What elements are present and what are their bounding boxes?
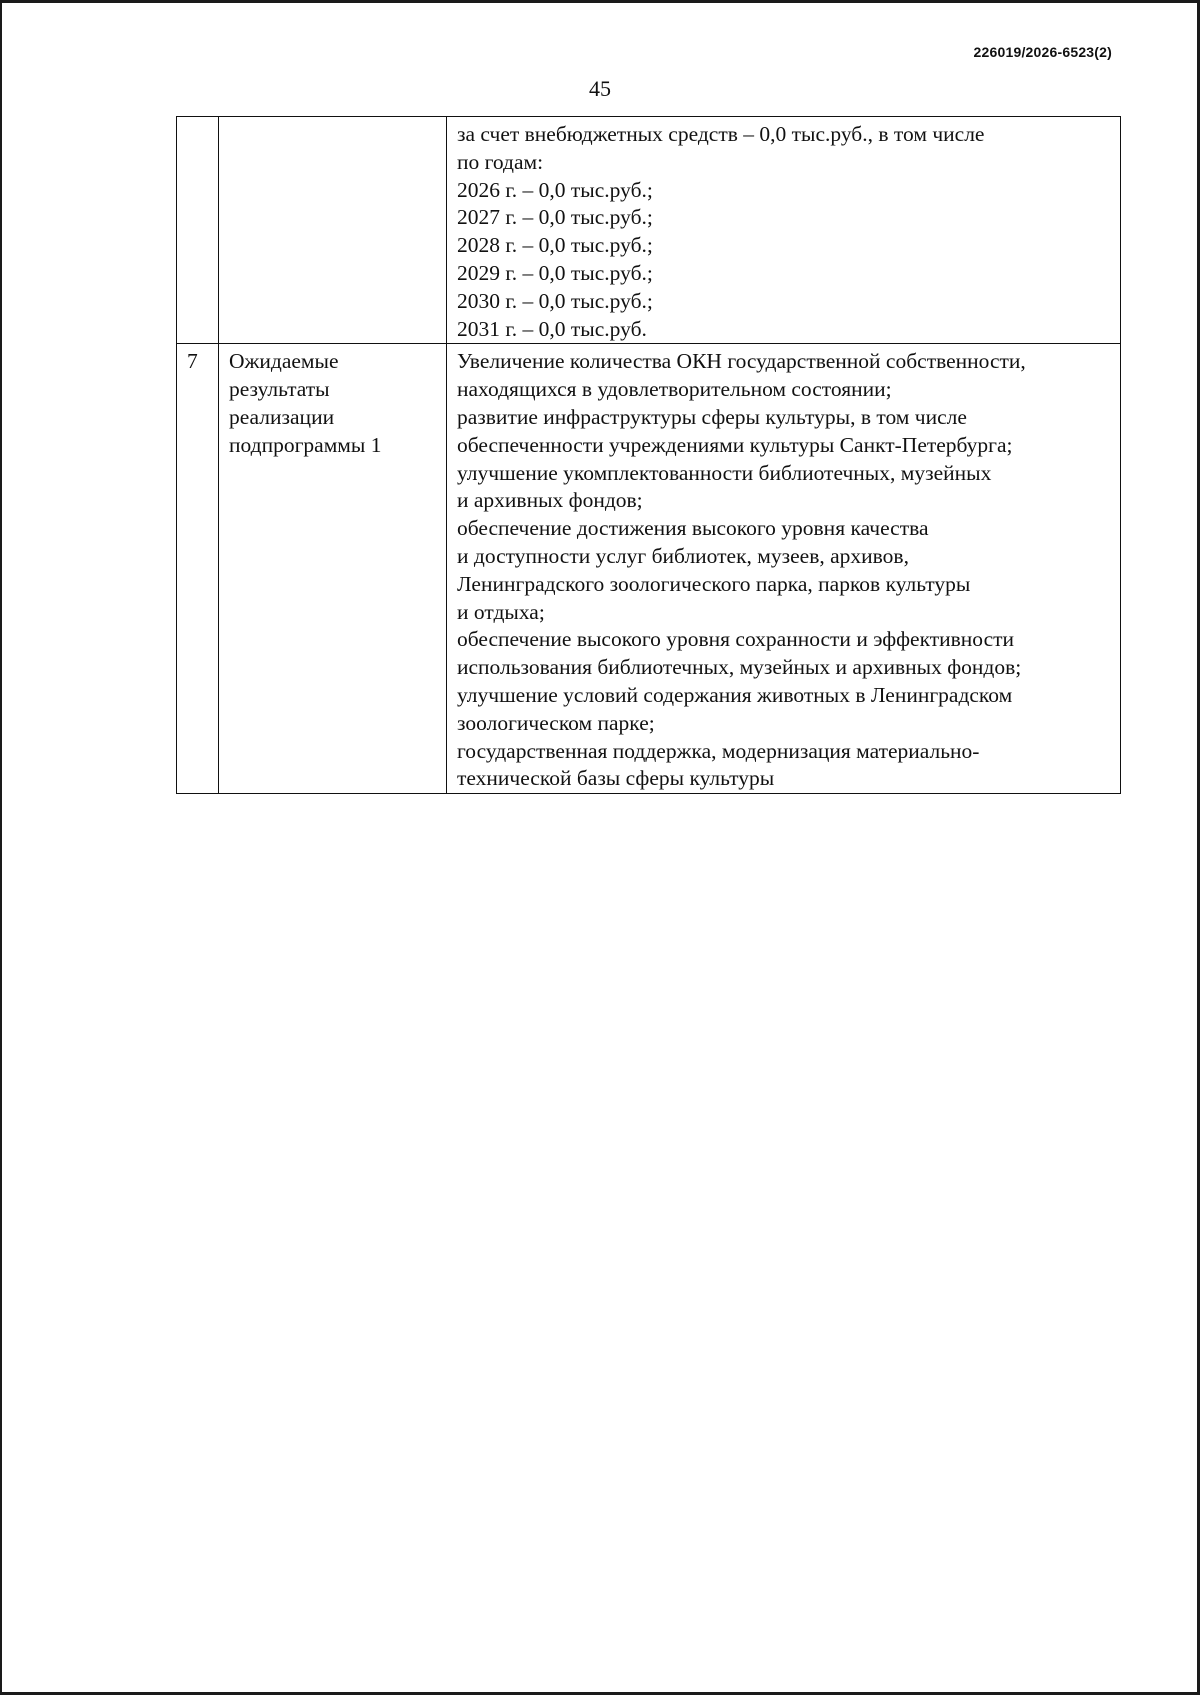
content-line: развитие инфраструктуры сферы культуры, в том числе [457, 404, 967, 429]
content-line: Ленинградского зоологического парка, парков культуры [457, 571, 971, 596]
subprogram-passport-table [176, 116, 1121, 794]
row-content-cell [447, 344, 1121, 794]
content-line: 2027 г. – 0,0 тыс.руб.; [457, 205, 653, 230]
content-line: и доступности услуг библиотек, музеев, архивов, [457, 543, 909, 568]
content-line: 2030 г. – 0,0 тыс.руб.; [457, 288, 653, 313]
row-content-cell [447, 117, 1121, 344]
content-line: государственная поддержка, модернизация материально- [457, 738, 980, 763]
content-line: 2028 г. – 0,0 тыс.руб.; [457, 233, 653, 258]
content-line: за счет внебюджетных средств – 0,0 тыс.руб., в том числе [457, 122, 985, 146]
scan-border-left [0, 0, 2, 1695]
content-line: 2026 г. – 0,0 тыс.руб.; [457, 177, 653, 202]
content-line: технической базы сферы культуры [457, 766, 775, 791]
document-registration-number: 226019/2026-6523(2) [973, 44, 1112, 60]
content-line: Увеличение количества ОКН государственной собственности, [457, 349, 1026, 374]
name-line: подпрограммы 1 [229, 432, 382, 457]
content-line: улучшение условий содержания животных в Ленинградском [457, 682, 1013, 707]
scan-border-top [0, 0, 1200, 3]
row-name-cell [219, 117, 447, 344]
content-line: 2029 г. – 0,0 тыс.руб.; [457, 260, 653, 285]
row-number-cell [177, 117, 219, 344]
content-line: обеспеченности учреждениями культуры Санкт-Петербурга; [457, 432, 1013, 457]
content-line: и архивных фондов; [457, 488, 643, 513]
content-line: и отдыха; [457, 599, 545, 624]
row-number: 7 [187, 349, 198, 374]
content-line: использования библиотечных, музейных и архивных фондов; [457, 655, 1022, 680]
content-line: 2031 г. – 0,0 тыс.руб. [457, 316, 647, 341]
content-line: по годам: [457, 149, 544, 174]
name-line: результаты [229, 377, 330, 402]
content-line: обеспечение высокого уровня сохранности и эффективности [457, 627, 1015, 652]
table-row-expected-results [177, 344, 1121, 794]
name-line: реализации [229, 404, 335, 429]
row-name-cell [219, 344, 447, 794]
content-line: зоологическом парке; [457, 710, 655, 735]
name-line: Ожидаемые [229, 349, 339, 374]
page-number: 45 [589, 76, 611, 101]
row-number-cell [177, 344, 219, 794]
table-row-funding-continuation [177, 117, 1121, 344]
content-line: находящихся в удовлетворительном состоянии; [457, 377, 892, 402]
content-line: улучшение укомплектованности библиотечных, музейных [457, 460, 992, 485]
content-line: обеспечение достижения высокого уровня качества [457, 516, 929, 541]
